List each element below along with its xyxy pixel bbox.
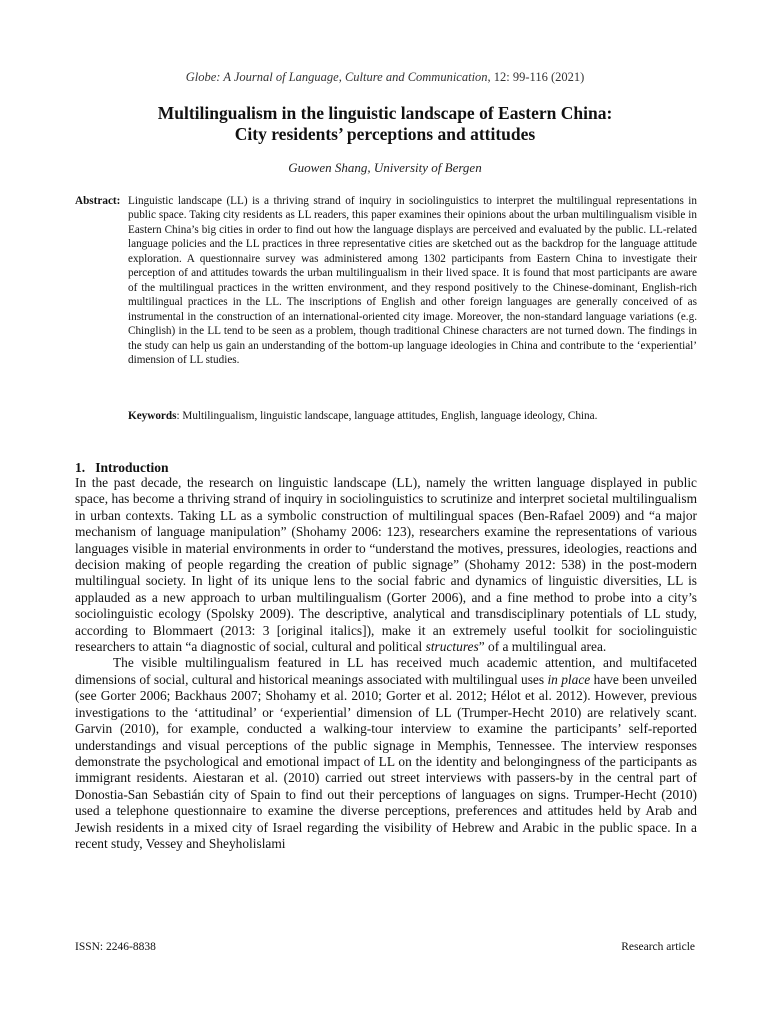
paragraph-2 <box>75 655 697 852</box>
paragraph-1-end: ” of a multilingual area. <box>478 639 607 655</box>
paragraph-2-end: have been unveiled (see Gorter 2006; Backhaus 2007; Shohamy et al. 2010; Gorter et al. 2012; Hélot et al. 2012). However, previous investigations to the ‘attitudinal’ or ‘experiential’ dimension of LL (Trumper-Hecht 2010) are relatively scant. Garvin (2010), for example, conducted a walking-tour interview to examine the participants’ self-reported understandings and visual perceptions of the public signage in Memphis, Tennessee. The interview responses demonstrate the psychological and emotional impact of LL on the identity and belongingness of the participants as immigrant residents. Aiestaran et al. (2010) carried out street interviews with passers-by in the central part of Donostia-San Sebastián city of Spain to find out their perceptions of languages on signs. Trumper-Hecht (2010) used a telephone questionnaire to examine the diverse perceptions, preferences and attitudes held by Arab and Jewish residents in a mixed city of Israel regarding the visibility of Hebrew and Arabic in the public space. In a recent study, Vessey and Sheyholislami <box>75 671 697 851</box>
issn-footer: ISSN: 2246-8838 <box>75 941 156 953</box>
body-text <box>75 475 697 852</box>
journal-volume: , 12: 99-116 (2021) <box>487 70 585 84</box>
section-heading <box>75 460 169 476</box>
abstract-label: Abstract: <box>75 195 121 207</box>
section-title: Introduction <box>95 460 169 475</box>
journal-citation <box>0 70 770 85</box>
author-line: Guowen Shang, University of Bergen <box>288 160 482 175</box>
paragraph-2-text: The visible multilingualism featured in LL has received much academic attention, and multifaceted dimensions of social, cultural and historical meanings associated with multilingual uses <box>75 655 697 687</box>
paragraph-1-italic: structures <box>425 639 479 655</box>
abstract <box>75 194 697 367</box>
keywords <box>128 410 698 422</box>
title-line-1: Multilingualism in the linguistic landscape of Eastern China: <box>157 103 613 123</box>
abstract-text: Linguistic landscape (LL) is a thriving strand of inquiry in sociolinguistics to interpret the multilingual representations in public space. Taking city residents as LL readers, this paper examines their opinions about the urban multilingualism visible in Eastern China’s big cities in order to find out how the language displays are perceived and evaluated by the public. LL-related language policies and the LL practices in three representative cities are sketched out as the backdrop for the language attitude exploration. A questionnaire survey was administered among 1302 participants from Eastern China to investigate their perception of and attitudes towards the urban multilingualism in their lived space. It is found that most participants are aware of the multilingual practices in the written environment, and they respond positively to the Chinese-dominant, English-rich multilingual practices in the LL. The inscriptions of English and other foreign languages are generally conceived of as instrumental in the construction of an international-oriented city image. Moreover, the non-standard language variations (e.g. Chinglish) in the LL tend to be seen as a problem, though traditional Chinese characters are not turned down. The findings in the study can help us gain an understanding of the bottom-up language ideologies in China and contribute to the ‘experiential’ dimension of LL studies. <box>128 195 697 366</box>
keywords-label: Keywords <box>128 410 177 422</box>
keywords-text: : Multilingualism, linguistic landscape, language attitudes, English, language ideology, China. <box>176 410 598 422</box>
paragraph-1-text: In the past decade, the research on linguistic landscape (LL), namely the written language displayed in public space, has become a thriving strand of inquiry in sociolinguistics to scrutinize and interpret societal multilingualism in urban contexts. Taking LL as a symbolic construction of multilingual spaces (Ben-Rafael 2009) and “a major mechanism of language manipulation” (Shohamy 2006: 123), researchers examine the representations of various languages visible in material environments in order to “understand the motives, pressures, ideologies, reactions and decision making of people regarding the creation of public signage” (Shohamy 2012: 538) in the post-modern multilingual society. In light of its unique lens to the social fabric and dynamics of linguistic diversities, LL is applauded as a new approach to urban multilingualism (Gorter 2006), and a fine method to probe into a city’s sociolinguistic ecology (Spolsky 2009). The descriptive, analytical and transdisciplinary potentials of LL study, according to Blommaert (2013: 3 [original italics]), make it an extremely useful toolkit for sociolinguistic researchers to attain “a diagnostic of social, cultural and political <box>75 475 697 655</box>
article-type-footer: Research article <box>621 941 695 953</box>
journal-name: Globe: A Journal of Language, Culture and Communication <box>185 70 488 84</box>
paragraph-1 <box>75 475 697 655</box>
paragraph-2-italic: in place <box>547 671 591 687</box>
section-number: 1. <box>75 460 86 475</box>
title-line-2: City residents’ perceptions and attitudes <box>234 124 536 144</box>
paper-title <box>0 103 770 145</box>
